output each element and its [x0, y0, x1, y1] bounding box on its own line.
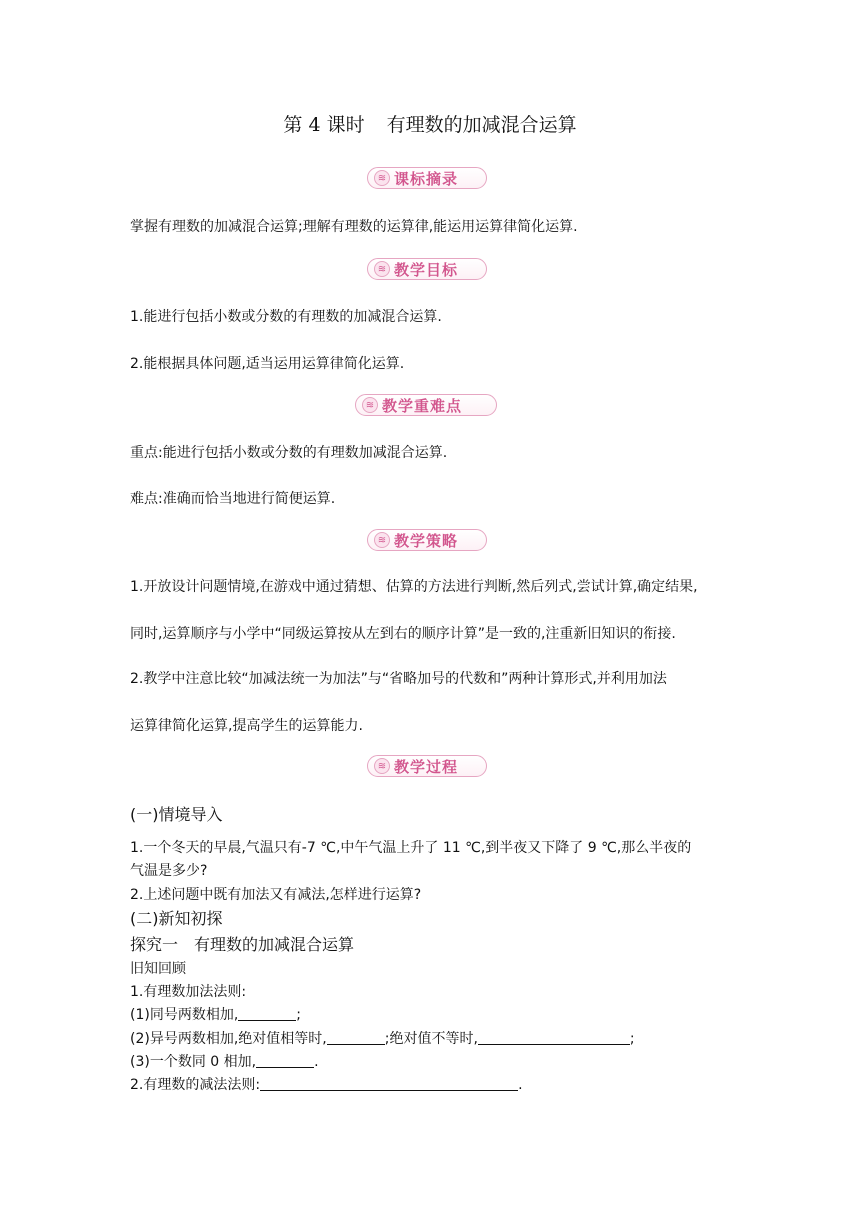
- strategy-2-line-2: 运算律简化运算,提高学生的运算能力.: [130, 718, 363, 734]
- question-1-line-1: 1.一个冬天的早晨,气温只有-7 ℃,中午气温上升了 11 ℃,到半夜又下降了 9 ℃,那么半夜的: [130, 840, 692, 856]
- book-icon: ≋: [374, 170, 390, 186]
- addition-rule-title: 1.有理数加法法则:: [130, 984, 247, 1000]
- goal-1: 1.能进行包括小数或分数的有理数的加减混合运算.: [130, 309, 442, 325]
- rule-b-text-1: (2)异号两数相加,绝对值相等时,: [130, 1031, 327, 1047]
- book-icon: ≋: [362, 397, 378, 413]
- question-1-line-2: 气温是多少?: [130, 863, 208, 879]
- exploration-1-heading: 探究一 有理数的加减混合运算: [130, 935, 355, 954]
- answer-blank[interactable]: [238, 1006, 296, 1021]
- punctuation: ;: [296, 1007, 301, 1023]
- page-title: [0, 110, 860, 137]
- punctuation: .: [314, 1054, 319, 1070]
- answer-blank[interactable]: [478, 1030, 630, 1045]
- section-label: 教学重难点: [382, 396, 463, 415]
- addition-rule-b: [130, 1028, 635, 1048]
- section-badge-key-points: [355, 394, 497, 416]
- section-label: 教学目标: [394, 260, 459, 279]
- key-point: 重点:能进行包括小数或分数的有理数加减混合运算.: [130, 445, 448, 461]
- addition-rule-c: [130, 1051, 319, 1071]
- section-label: 教学过程: [394, 757, 459, 776]
- rule-b-text-2: ;绝对值不等时,: [384, 1031, 478, 1047]
- goal-2: 2.能根据具体问题,适当运用运算律简化运算.: [130, 356, 405, 372]
- punctuation: ;: [629, 1031, 635, 1047]
- intro-heading: (一)情境导入: [130, 805, 223, 824]
- review-heading: 旧知回顾: [130, 961, 186, 977]
- section-label: 课标摘录: [394, 169, 459, 188]
- answer-blank[interactable]: [256, 1053, 314, 1068]
- book-icon: ≋: [374, 532, 390, 548]
- section-badge-goals: [367, 258, 487, 280]
- strategy-2-line-1: 2.教学中注意比较“加减法统一为加法”与“省略加号的代数和”两种计算形式,并利用加法: [130, 671, 667, 687]
- section-badge-process: [367, 755, 487, 777]
- curriculum-text: 掌握有理数的加减混合运算;理解有理数的运算律,能运用运算律简化运算.: [130, 219, 578, 235]
- book-icon: ≋: [374, 758, 390, 774]
- section-label: 教学策略: [394, 531, 459, 550]
- answer-blank[interactable]: [260, 1076, 518, 1091]
- question-2: 2.上述问题中既有加法又有减法,怎样进行运算?: [130, 887, 422, 903]
- difficulty-point: 难点:准确而恰当地进行简便运算.: [130, 491, 336, 507]
- punctuation: .: [518, 1077, 523, 1093]
- subtraction-rule-text: 2.有理数的减法法则:: [130, 1077, 261, 1093]
- rule-c-text: (3)一个数同 0 相加,: [130, 1054, 257, 1070]
- rule-a-text: (1)同号两数相加,: [130, 1007, 239, 1023]
- section-badge-curriculum: [367, 167, 487, 189]
- new-knowledge-heading: (二)新知初探: [130, 909, 223, 928]
- addition-rule-a: [130, 1004, 301, 1024]
- lesson-number: 第 4 课时: [283, 114, 365, 136]
- answer-blank[interactable]: [327, 1030, 385, 1045]
- strategy-1-line-1: 1.开放设计问题情境,在游戏中通过猜想、估算的方法进行判断,然后列式,尝试计算,确定结果,: [130, 579, 698, 595]
- strategy-1-line-2: 同时,运算顺序与小学中“同级运算按从左到右的顺序计算”是一致的,注重新旧知识的衔接.: [130, 626, 676, 642]
- section-badge-strategy: [367, 529, 487, 551]
- book-icon: ≋: [374, 261, 390, 277]
- lesson-name: 有理数的加减混合运算: [386, 114, 577, 136]
- subtraction-rule: [130, 1074, 523, 1094]
